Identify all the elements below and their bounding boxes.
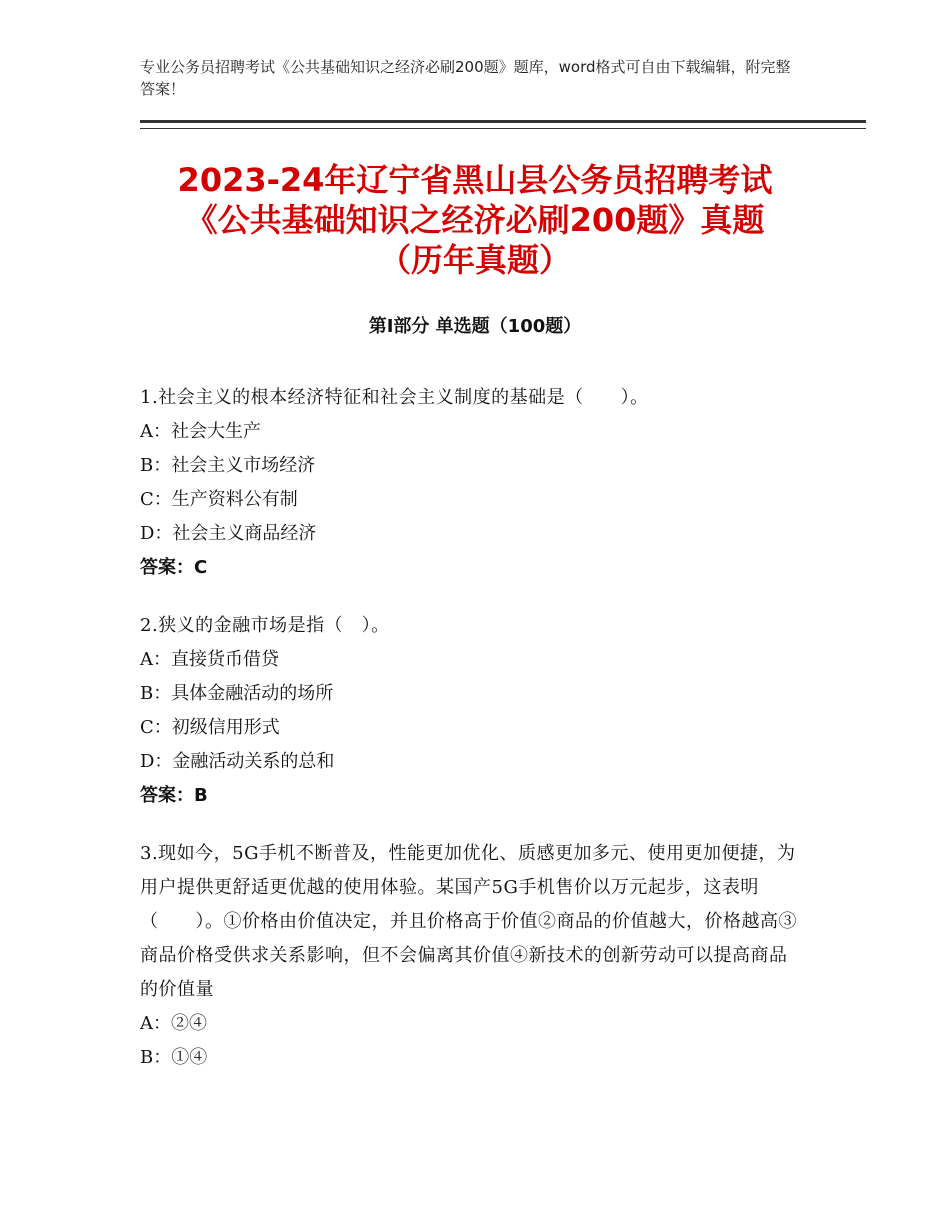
question-3 — [140, 837, 805, 1075]
option-a: A：②④ — [140, 1013, 207, 1034]
option-c: C：初级信用形式 — [140, 717, 280, 738]
question-text: 2.狭义的金融市场是指（ ）。 — [140, 615, 390, 636]
option-d: D：社会主义商品经济 — [140, 523, 317, 544]
option-b: B：①④ — [140, 1047, 208, 1068]
title-line-3: （历年真题） — [378, 241, 571, 279]
title-line-2: 《公共基础知识之经济必刷200题》真题 — [185, 201, 765, 239]
answer: 答案：C — [140, 557, 208, 578]
answer: 答案：B — [140, 785, 208, 806]
option-b: B：具体金融活动的场所 — [140, 683, 334, 704]
section-title: 第Ⅰ部分 单选题（100题） — [368, 316, 582, 337]
question-list — [140, 381, 805, 1099]
option-b: B：社会主义市场经济 — [140, 455, 316, 476]
question-text: 3.现如今，5G手机不断普及，性能更加优化、质感更加多元、使用更加便捷，为用户提供更舒适更优越的使用体验。某国产5G手机售价以万元起步，这表明（ ）。①价格由价值决定，并且价格高于价值②商品的价值越大，价格越高③商品价格受供求关系影响，但不会偏离其价值④新技术的创新劳动可以提高商品的价值量 — [140, 843, 797, 1000]
option-d: D：金融活动关系的总和 — [140, 751, 335, 772]
option-a: A：直接货币借贷 — [140, 649, 279, 670]
question-2 — [140, 609, 805, 813]
document-title — [100, 160, 850, 280]
option-a: A：社会大生产 — [140, 421, 261, 442]
question-1 — [140, 381, 805, 585]
header-divider — [140, 120, 866, 129]
title-line-1: 2023-24年辽宁省黑山县公务员招聘考试 — [177, 161, 773, 199]
header-note: 专业公务员招聘考试《公共基础知识之经济必刷200题》题库，word格式可自由下载编辑，附完整答案！ — [140, 58, 791, 98]
option-c: C：生产资料公有制 — [140, 489, 298, 510]
question-text: 1.社会主义的根本经济特征和社会主义制度的基础是（ ）。 — [140, 387, 649, 408]
